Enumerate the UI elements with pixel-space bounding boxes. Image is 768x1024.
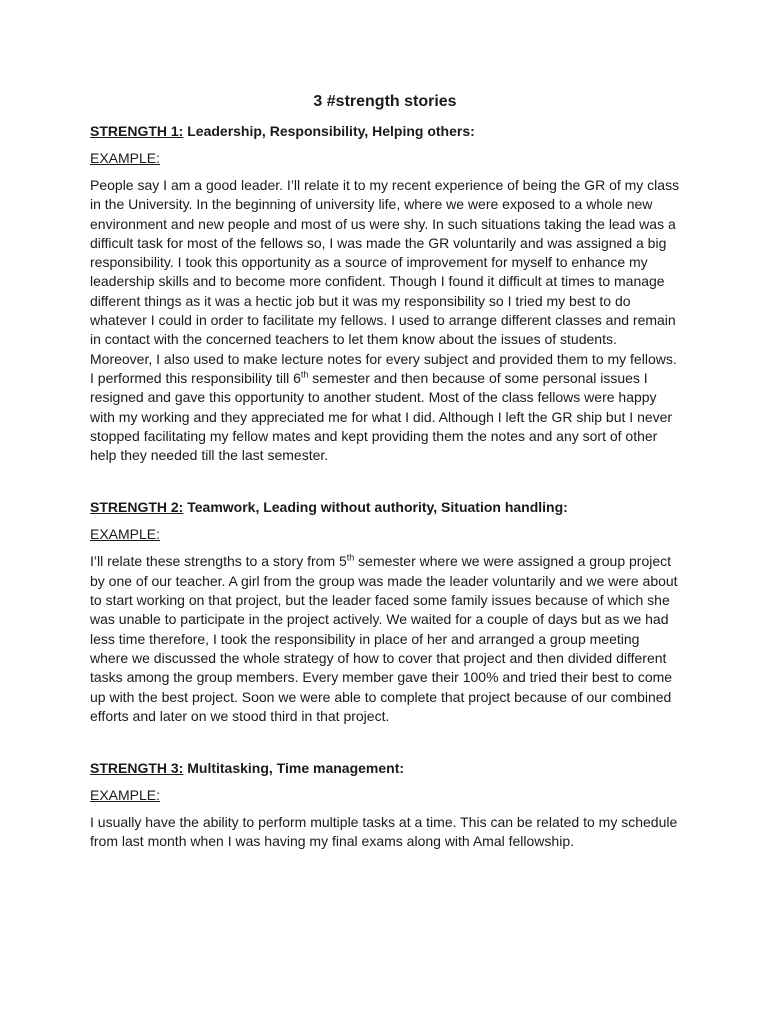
- story-text-continued: semester where we were assigned a group project by one of our teacher. A girl from the group was made the leader voluntarily and we were about to start working on that project, but the leader faced some family issues because of which she was unable to participate in the project actively. We waited for a couple of days but as we had less time therefore, I took the responsibility in place of her and arranged a group meeting where we discussed the whole strategy of how to cover that project and then divided different tasks among the group members. Every member gave their 100% and tried their best to come up with the best project. Soon we were able to complete that project because of our combined efforts and later on we stood third in that project.: [90, 553, 678, 724]
- example-label: EXAMPLE:: [90, 150, 161, 166]
- strength-section-2: [90, 498, 680, 726]
- example-label: EXAMPLE:: [90, 526, 161, 543]
- strength-section-3: [90, 759, 680, 852]
- ordinal-suffix: th: [300, 369, 309, 380]
- ordinal-suffix: th: [346, 552, 355, 563]
- strength-heading: [90, 759, 680, 777]
- story-text: I usually have the ability to perform multiple tasks at a time. This can be related to my schedule from last month when I was having my final exams along with Amal fellowship.: [90, 814, 678, 850]
- strength-section-1: [90, 122, 680, 465]
- strength-title: Teamwork, Leading without authority, Situation handling:: [187, 499, 568, 516]
- strength-label: STRENGTH 2:: [90, 499, 184, 516]
- story-paragraph: [90, 552, 680, 726]
- story-text: People say I am a good leader. I’ll relate it to my recent experience of being the GR of my class in the University. In the beginning of university life, where we were exposed to a whole new environment and new people and most of us were shy. In such situations taking the lead was a difficult task for most of the fellows so, I was made the GR voluntarily and was assigned a big responsibility. I took this opportunity as a source of improvement for myself to enhance my leadership skills and to become more confident. Though I found it difficult at times to manage different things as it was a hectic job but it was my responsibility so I tried my best to do whatever I could in order to facilitate my fellows. I used to arrange different classes and remain in contact with the concerned teachers to let them know about the issues of students. Moreover, I also used to make lecture notes for every subject and provided them to my fellows. I performed this responsibility till 6: [90, 177, 680, 386]
- strength-title: Multitasking, Time management:: [187, 760, 405, 777]
- example-label: EXAMPLE:: [90, 787, 161, 804]
- strength-label: STRENGTH 3:: [90, 760, 184, 777]
- strength-label: STRENGTH 1:: [90, 123, 184, 139]
- strength-heading: [90, 498, 680, 516]
- story-text: I’ll relate these strengths to a story from 5: [90, 553, 347, 570]
- story-paragraph: [90, 813, 680, 852]
- story-paragraph: [90, 176, 680, 465]
- story-text-continued: semester and then because of some personal issues I resigned and gave this opportunity to another student. Most of the class fellows were happy with my working and they appreciated me for what I did. Although I left the GR ship but I never stopped facilitating my fellow mates and kept providing them the notes and any sort of other help they needed till the last semester.: [90, 369, 673, 464]
- strength-heading: [90, 122, 680, 140]
- strength-title: Leadership, Responsibility, Helping others:: [187, 123, 475, 139]
- document-title: 3 #strength stories: [313, 93, 457, 110]
